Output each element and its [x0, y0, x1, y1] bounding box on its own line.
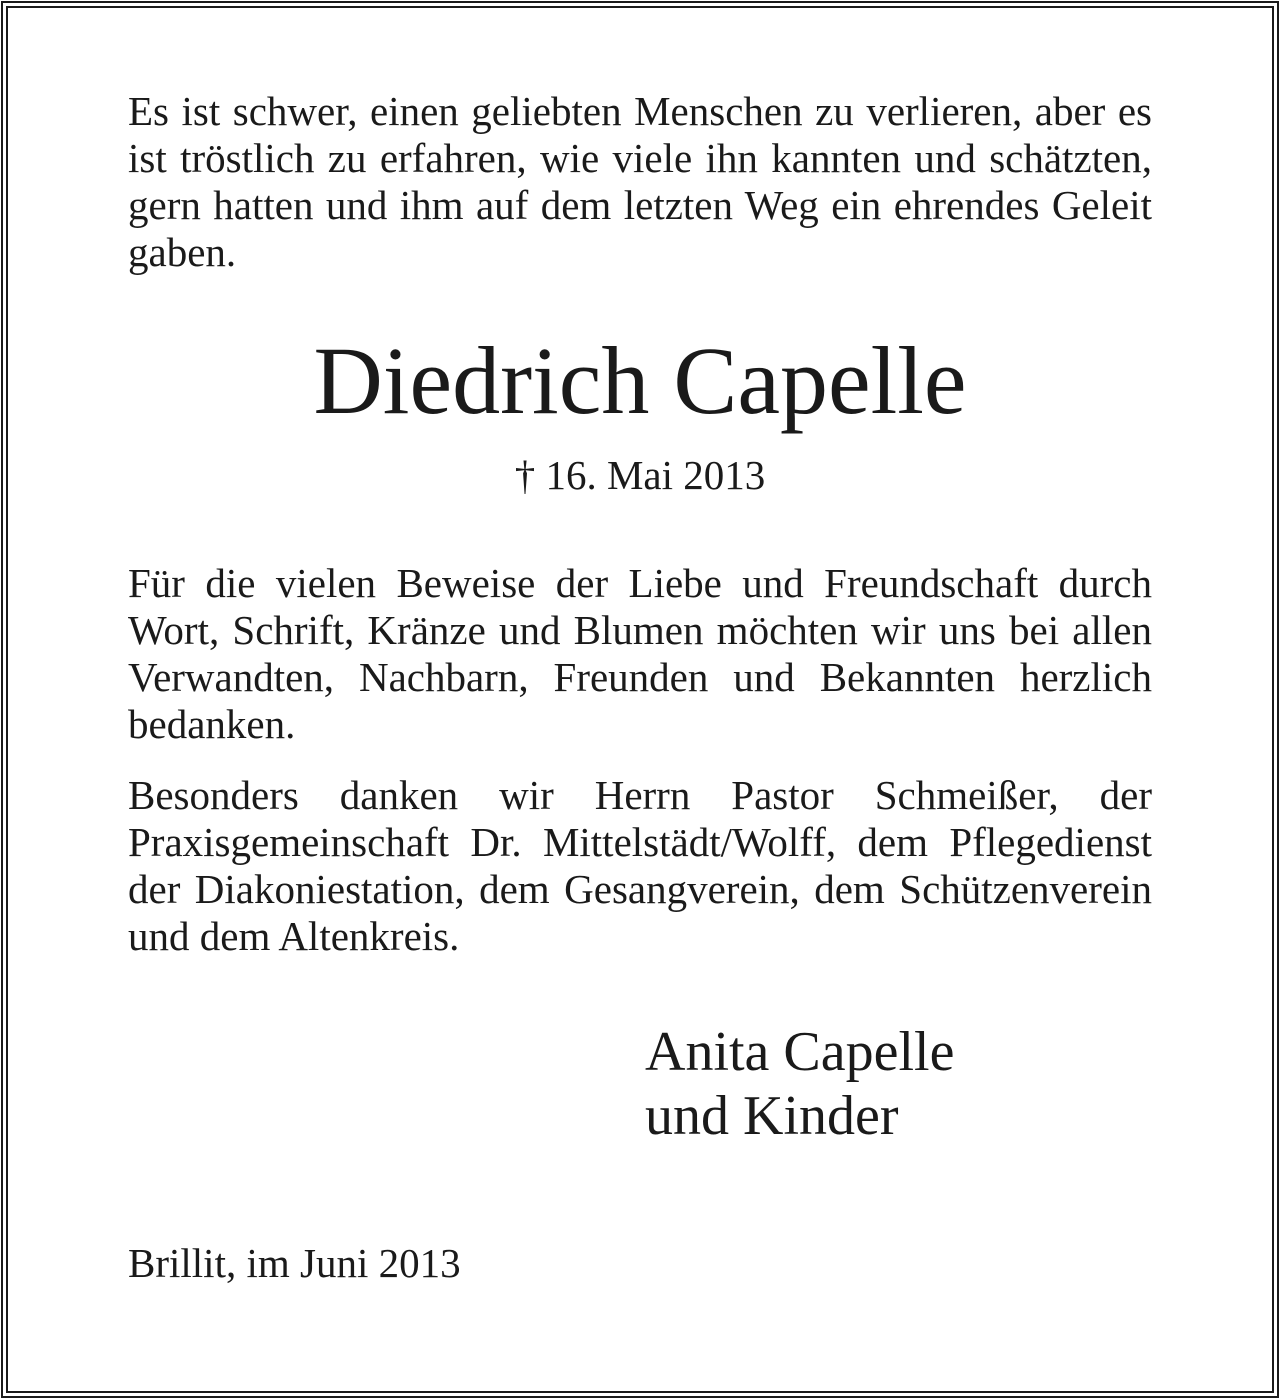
thanks-paragraph-1: Für die vielen Beweise der Liebe und Freundschaft durch Wort, Schrift, Kränze und Blumen möchten wir uns bei allen Verwandten, Nachbarn, Freunden und Bekannten herzlich bedanken.: [128, 560, 1152, 747]
signature: [645, 1020, 954, 1148]
death-date: † 16. Mai 2013: [514, 452, 766, 498]
signature-line-2: und Kinder: [645, 1085, 899, 1147]
place-and-date: Brillit, im Juni 2013: [128, 1240, 461, 1286]
signature-line-1: Anita Capelle: [645, 1021, 955, 1083]
intro-paragraph: Es ist schwer, einen geliebten Menschen zu verlieren, aber es ist tröstlich zu erfahren, wie viele ihn kannten und schätzten, gern hatten und ihm auf dem letzten Weg ein ehrendes Geleit gaben.: [128, 88, 1152, 275]
deceased-name: Diedrich Capelle: [313, 327, 967, 434]
thanks-paragraph-2: Besonders danken wir Herrn Pastor Schmeißer, der Praxisgemeinschaft Dr. Mittelstädt/Wolff, dem Pflegedienst der Diakoniestation, dem Gesangverein, dem Schützenverein und dem Altenkreis.: [128, 772, 1152, 959]
